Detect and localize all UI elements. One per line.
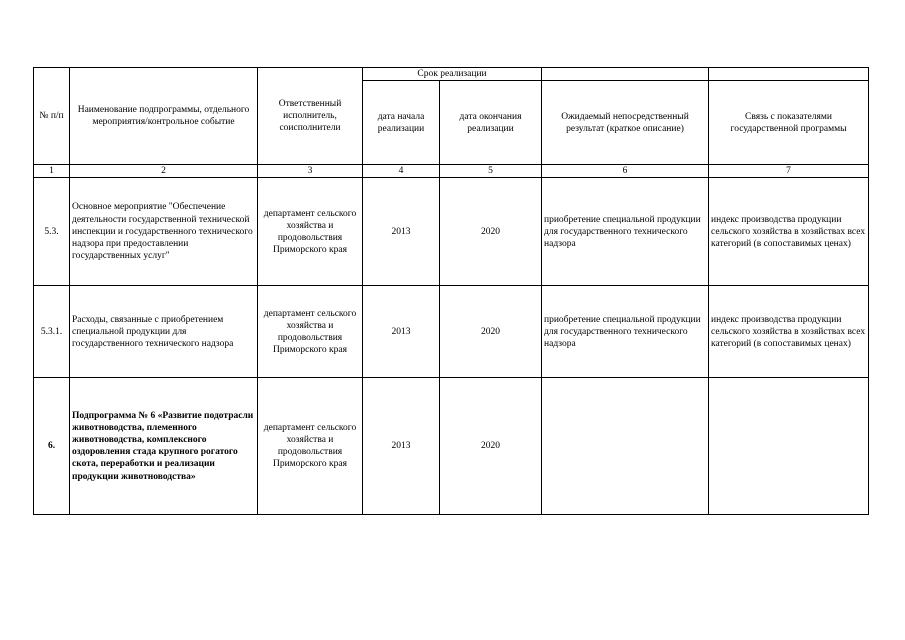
- header-start-date: дата начала реализации: [363, 81, 440, 165]
- header-responsible: Ответственный исполнитель, соисполнители: [258, 68, 363, 165]
- row-start-date: 2013: [363, 286, 440, 378]
- row-end-date: 2020: [440, 178, 542, 286]
- row-responsible: департамент сельского хозяйства и продовольствия Приморского края: [258, 286, 363, 378]
- row-link: индекс производства продукции сельского хозяйства в хозяйствах всех категорий (в сопоставимых ценах): [709, 178, 869, 286]
- row-name: Расходы, связанные с приобретением специальной продукции для государственного технического надзора: [70, 286, 258, 378]
- table-row: [34, 178, 869, 286]
- row-num: 5.3.1.: [34, 286, 70, 378]
- header-period: Срок реализации: [363, 68, 542, 81]
- row-num: 6.: [34, 378, 70, 515]
- row-link: [709, 378, 869, 515]
- column-number: 6: [542, 165, 709, 178]
- row-name: Подпрограмма № 6 «Развитие подотрасли животноводства, племенного животноводства, комплексного оздоровления стада крупного рогатого скота, переработки и реализации продукции животноводства»: [70, 378, 258, 515]
- row-end-date: 2020: [440, 286, 542, 378]
- table-row: [34, 378, 869, 515]
- row-result: приобретение специальной продукции для государственного технического надзора: [542, 286, 709, 378]
- row-start-date: 2013: [363, 378, 440, 515]
- header-blank-6: [542, 68, 709, 81]
- row-responsible: департамент сельского хозяйства и продовольствия Приморского края: [258, 378, 363, 515]
- header-blank-7: [709, 68, 869, 81]
- row-end-date: 2020: [440, 378, 542, 515]
- row-name: Основное мероприятие "Обеспечение деятельности государственной технической инспекции и государственного технического надзора при предоставлении государственных услуг": [70, 178, 258, 286]
- program-table: [33, 67, 869, 515]
- header-link: Связь с показателями государственной программы: [709, 81, 869, 165]
- header-end-date: дата окончания реализации: [440, 81, 542, 165]
- header-row-1: [34, 68, 869, 81]
- header-num: № п/п: [34, 68, 70, 165]
- header-result: Ожидаемый непосредственный результат (краткое описание): [542, 81, 709, 165]
- header-name: Наименование подпрограммы, отдельного мероприятия/контрольное событие: [70, 68, 258, 165]
- row-result: приобретение специальной продукции для государственного технического надзора: [542, 178, 709, 286]
- row-link: индекс производства продукции сельского хозяйства в хозяйствах всех категорий (в сопоставимых ценах): [709, 286, 869, 378]
- column-number: 3: [258, 165, 363, 178]
- column-number: 4: [363, 165, 440, 178]
- column-number: 5: [440, 165, 542, 178]
- row-start-date: 2013: [363, 178, 440, 286]
- column-number: 1: [34, 165, 70, 178]
- row-result: [542, 378, 709, 515]
- row-num: 5.3.: [34, 178, 70, 286]
- column-number-row: [34, 165, 869, 178]
- column-number: 2: [70, 165, 258, 178]
- row-responsible: департамент сельского хозяйства и продовольствия Приморского края: [258, 178, 363, 286]
- table-row: [34, 286, 869, 378]
- column-number: 7: [709, 165, 869, 178]
